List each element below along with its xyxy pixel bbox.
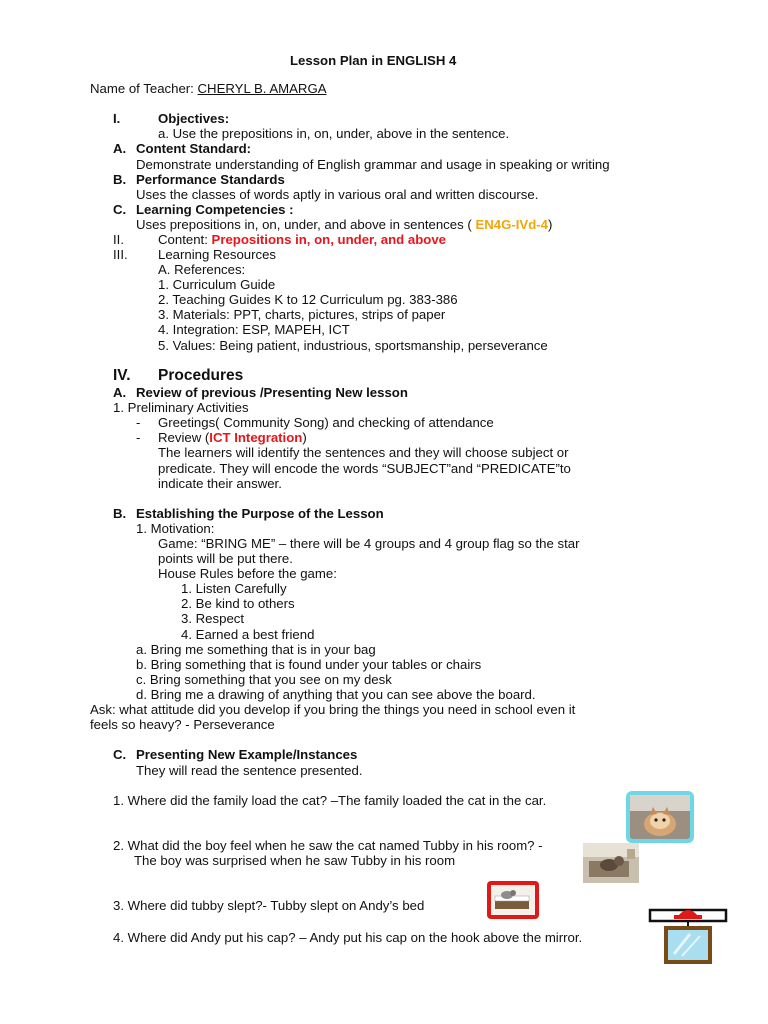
- section-b-heading: Establishing the Purpose of the Lesson: [136, 506, 384, 521]
- section-c-number: C.: [113, 747, 127, 762]
- competencies-number: C.: [113, 202, 127, 217]
- bullet-dash: -: [136, 415, 141, 430]
- game-description: points will be put there.: [158, 551, 293, 566]
- teacher-line: [90, 81, 327, 96]
- example-sentence: 4. Where did Andy put his cap? – Andy put his cap on the hook above the mirror.: [113, 930, 583, 945]
- preliminary-activities: 1. Preliminary Activities: [113, 400, 249, 415]
- house-rule: 2. Be kind to others: [181, 596, 295, 611]
- example-sentence: 2. What did the boy feel when he saw the cat named Tubby in his room? -: [113, 838, 543, 853]
- bring-item: a. Bring me something that is in your bag: [136, 642, 376, 657]
- cap-above-mirror-image: [648, 906, 728, 968]
- cat-in-car-image: [626, 791, 694, 843]
- motivation-label: 1. Motivation:: [136, 521, 215, 536]
- resource-item: 2. Teaching Guides K to 12 Curriculum pg. 383-386: [158, 292, 458, 307]
- section-c-heading: Presenting New Example/Instances: [136, 747, 358, 762]
- content-label: Content:: [158, 232, 212, 247]
- competencies-heading: Learning Competencies :: [136, 202, 294, 217]
- ict-integration: ICT Integration: [209, 430, 303, 445]
- bring-item: c. Bring something that you see on my desk: [136, 672, 392, 687]
- house-rule: 3. Respect: [181, 611, 245, 626]
- content-number: II.: [113, 232, 124, 247]
- bullet-dash: -: [136, 430, 141, 445]
- example-sentence: 3. Where did tubby slept?- Tubby slept on Andy’s bed: [113, 898, 425, 913]
- content-standard-number: A.: [113, 141, 127, 156]
- competencies-text: [136, 217, 552, 232]
- house-rule: 4. Earned a best friend: [181, 627, 315, 642]
- section-b-number: B.: [113, 506, 127, 521]
- performance-heading: Performance Standards: [136, 172, 285, 187]
- review-end: ): [302, 430, 307, 445]
- ask-question: feels so heavy? - Perseverance: [90, 717, 275, 732]
- house-rule: 1. Listen Carefully: [181, 581, 287, 596]
- section-a-number: A.: [113, 385, 127, 400]
- competencies-text-end: ): [547, 217, 553, 232]
- cat-on-bed-image: [487, 881, 539, 919]
- performance-number: B.: [113, 172, 127, 187]
- review-description: predicate. They will encode the words “SUBJECT”and “PREDICATE”to: [158, 461, 571, 476]
- performance-text: Uses the classes of words aptly in various oral and written discourse.: [136, 187, 539, 202]
- review-description: The learners will identify the sentences and they will choose subject or: [158, 445, 569, 460]
- competencies-text-main: Uses prepositions in, on, under, and above in sentences (: [136, 217, 476, 232]
- example-sentence: The boy was surprised when he saw Tubby in his room: [134, 853, 456, 868]
- objectives-heading: Objectives:: [158, 111, 230, 126]
- example-sentence: 1. Where did the family load the cat? –The family loaded the cat in the car.: [113, 793, 547, 808]
- procedures-number: IV.: [113, 367, 131, 384]
- competency-code: EN4G-IVd-4: [475, 217, 548, 232]
- content-line: [158, 232, 446, 247]
- document-title: Lesson Plan in ENGLISH 4: [290, 53, 457, 68]
- objectives-number: I.: [113, 111, 121, 126]
- procedures-heading: Procedures: [158, 367, 244, 384]
- section-a-heading: Review of previous /Presenting New lesson: [136, 385, 408, 400]
- review-description: indicate their answer.: [158, 476, 282, 491]
- resources-number: III.: [113, 247, 128, 262]
- objectives-item: a. Use the prepositions in, on, under, above in the sentence.: [158, 126, 510, 141]
- resource-item: 3. Materials: PPT, charts, pictures, strips of paper: [158, 307, 446, 322]
- greetings-item: Greetings( Community Song) and checking of attendance: [158, 415, 494, 430]
- bring-item: d. Bring me a drawing of anything that you can see above the board.: [136, 687, 536, 702]
- house-rules-label: House Rules before the game:: [158, 566, 337, 581]
- resource-item: 4. Integration: ESP, MAPEH, ICT: [158, 322, 350, 337]
- resource-item: 5. Values: Being patient, industrious, sportsmanship, perseverance: [158, 338, 548, 353]
- content-standard-text: Demonstrate understanding of English grammar and usage in speaking or writing: [136, 157, 610, 172]
- section-c-intro: They will read the sentence presented.: [136, 763, 363, 778]
- teacher-label: Name of Teacher:: [90, 81, 198, 96]
- bring-item: b. Bring something that is found under your tables or chairs: [136, 657, 482, 672]
- resource-item: A. References:: [158, 262, 246, 277]
- content-value: Prepositions in, on, under, and above: [211, 232, 447, 247]
- ask-question: Ask: what attitude did you develop if you bring the things you need in school even it: [90, 702, 576, 717]
- game-description: Game: “BRING ME” – there will be 4 groups and 4 group flag so the star: [158, 536, 580, 551]
- review-label: Review (: [158, 430, 210, 445]
- content-standard-heading: Content Standard:: [136, 141, 252, 156]
- review-item: [158, 430, 307, 445]
- cat-in-room-image: [583, 843, 639, 883]
- resource-item: 1. Curriculum Guide: [158, 277, 276, 292]
- teacher-name: CHERYL B. AMARGA: [197, 81, 327, 96]
- resources-heading: Learning Resources: [158, 247, 277, 262]
